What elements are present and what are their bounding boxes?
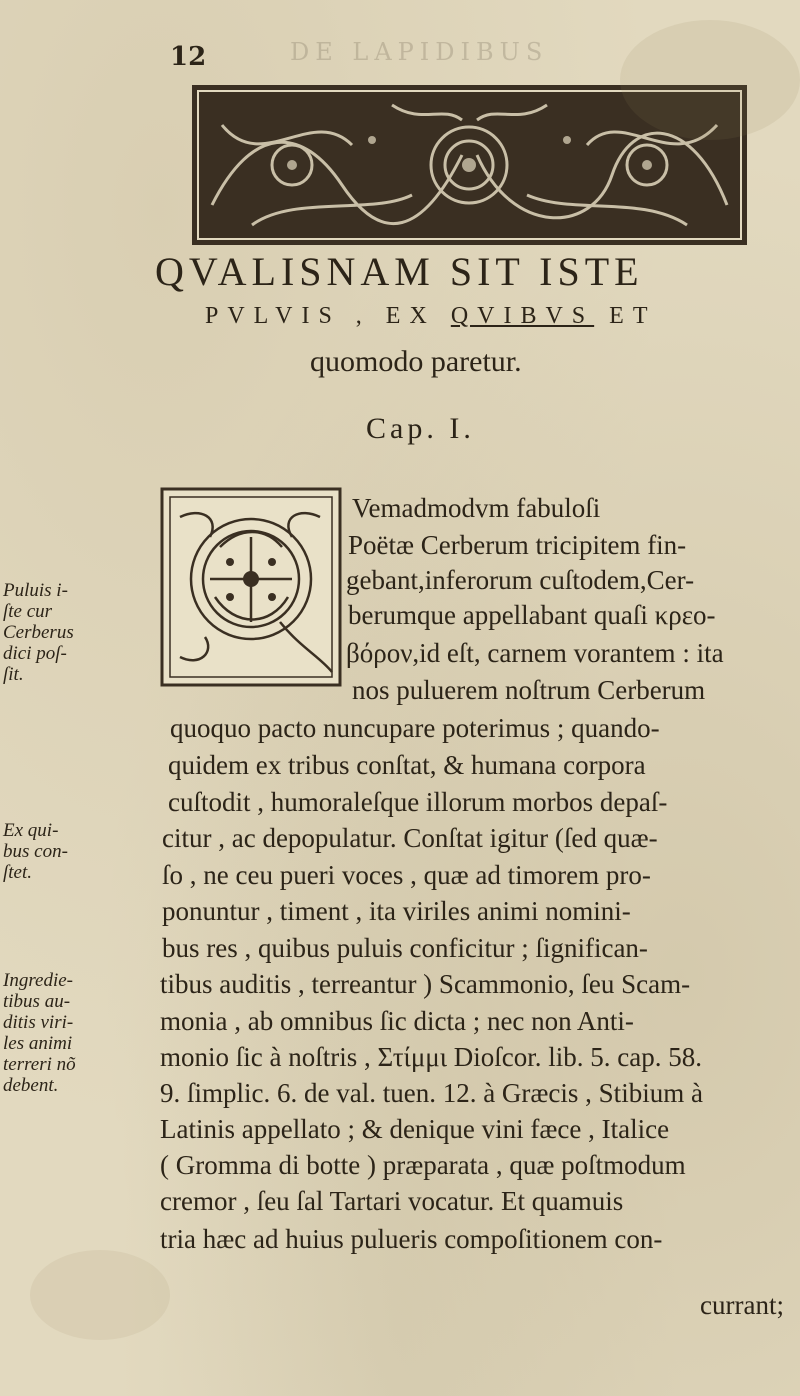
margin-note [3,820,68,883]
running-header: DE LAPIDIBUS [290,38,549,66]
text-line: quidem ex tribus conſtat, & humana corpora [168,750,646,780]
margin-note-line: ſte cur [3,601,53,622]
chapter-title-main: QVALISNAM SIT ISTE [155,249,644,294]
text-line: monia , ab omnibus ſic dicta ; nec non Anti- [160,1006,634,1036]
title-sub-a: PVLVIS , EX [205,303,451,329]
text-line: nos puluerem noſtrum Cerberum [352,675,706,705]
text-line: 9. ſimplic. 6. de val. tuen. 12. à Græcis , Stibium à [160,1078,703,1108]
text-line: Vemadmodvm fabuloſi [352,493,601,523]
margin-note [3,970,76,1096]
text-line: cremor , ſeu ſal Tartari vocatur. Et quamuis [160,1186,624,1216]
text-line: citur , ac depopulatur. Conſtat igitur (ſed quæ- [162,823,658,853]
margin-note-line: ſtet. [3,862,33,883]
text-line: tibus auditis , terreantur ) Scammonio, ſeu Scam- [160,969,691,999]
text-line: bus res , quibus puluis conficitur ; ſignifican- [162,933,648,963]
margin-note-line: dici poſ- [3,643,67,664]
margin-note-line: ſit. [3,664,24,685]
chapter-title-small: quomodo paretur. [310,345,522,378]
margin-note-line: Ingredie- [3,970,73,991]
text-line: ponuntur , timent , ita viriles animi nomini- [162,896,631,926]
margin-note-line: debent. [3,1075,59,1096]
text-line: ſo , ne ceu pueri voces , quæ ad timorem pro- [162,860,651,890]
title-sub-c: ET [594,303,657,329]
text-line: cuſtodit , humoraleſque illorum morbos depaſ- [168,787,668,817]
text-line: quoquo pacto nuncupare poterimus ; quando- [170,713,660,743]
text-line: Poëtæ Cerberum tricipitem fin- [348,530,687,560]
margin-note-line: terreri nõ [3,1054,76,1075]
text-line: tria hæc ad huius pulueris compoſitionem con- [160,1224,663,1254]
paper-stain [30,1250,170,1340]
margin-note-line: Puluis i- [3,580,68,601]
margin-note-line: les animi [3,1033,73,1054]
margin-note [3,580,74,685]
margin-note-line: Cerberus [3,622,74,643]
margin-note-line: tibus au- [3,991,71,1012]
text-line: gebant,inferorum cuſtodem,Cer- [346,565,695,595]
text-line: Latinis appellato ; & denique vini fæce , Italice [160,1114,670,1144]
margin-note-line: Ex qui- [3,820,59,841]
decorated-initial-q [160,487,342,687]
chapter-heading: Cap. I. [366,412,475,445]
text-line: berumque appellabant quaſi κρεο- [348,600,716,630]
text-line: ( Gromma di botte ) præparata , quæ poſtmodum [160,1150,686,1180]
ornamental-headpiece [192,85,747,245]
text-line: βόρον,id eſt, carnem vorantem : ita [346,638,724,668]
page-number: 12 [170,42,207,72]
text-line: monio ſic à noſtris , Στίμμι Dioſcor. lib. 5. cap. 58. [160,1042,702,1072]
catchword: currant; [700,1290,784,1320]
margin-note-line: bus con- [3,841,68,862]
title-sub-b: QVIBVS [450,303,595,329]
chapter-title-sub [205,303,765,330]
margin-note-line: ditis viri- [3,1012,74,1033]
